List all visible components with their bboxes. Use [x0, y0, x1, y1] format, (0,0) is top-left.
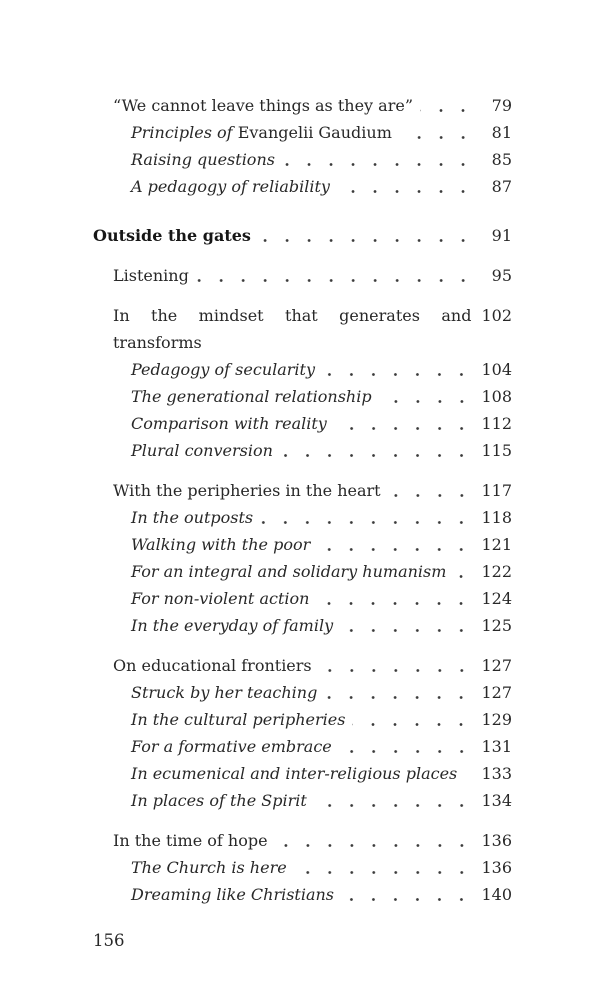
toc-entry-page: 136 [481, 858, 512, 877]
toc-entry [93, 410, 512, 437]
toc-entry-page: 81 [491, 123, 512, 142]
toc-entry-page: 79 [491, 96, 512, 115]
dot-leader [334, 410, 473, 437]
title-run-italic: The Church is here [131, 858, 287, 877]
toc-entry [93, 222, 512, 249]
toc-entry-title [113, 302, 471, 356]
toc-entry-page: 108 [481, 387, 512, 406]
toc-entry-title [131, 173, 330, 200]
dot-leader [275, 827, 473, 854]
toc-entry-title [131, 881, 334, 908]
toc-entry-page: 104 [481, 360, 512, 379]
toc-entry-title [131, 679, 317, 706]
toc-entry [93, 356, 512, 383]
toc-entry-title [131, 437, 273, 464]
dot-leader [317, 531, 472, 558]
title-run-italic: In the cultural peripheries [131, 710, 346, 729]
toc-entry-title [113, 262, 189, 289]
dot-leader [464, 760, 472, 787]
toc-entry-title [113, 652, 312, 679]
toc-entry-title [131, 585, 309, 612]
dot-leader [388, 477, 473, 504]
title-run-italic: Pedagogy of secularity [131, 360, 316, 379]
title-run-italic: For non-violent action [131, 589, 310, 608]
dot-leader [294, 854, 473, 881]
toc-entry-title [131, 787, 307, 814]
title-run-italic: Comparison with reality [131, 414, 327, 433]
toc-entry [93, 760, 512, 787]
toc-entry-page: 134 [481, 791, 512, 810]
toc-entry [93, 92, 512, 119]
title-run-roman: On educational frontiers [113, 656, 312, 675]
toc-entry [93, 173, 512, 200]
toc-entry-page: 91 [491, 226, 512, 245]
toc-entry-title [113, 477, 381, 504]
dot-leader [258, 222, 474, 249]
toc-entry-page: 87 [491, 177, 512, 196]
dot-leader [280, 437, 473, 464]
title-run-italic: For a formative embrace [131, 737, 332, 756]
toc-entry-page: 124 [481, 589, 512, 608]
toc-entry [93, 504, 512, 531]
dot-leader [260, 504, 472, 531]
toc-entry-title [93, 222, 251, 249]
toc-entry-page: 95 [491, 266, 512, 285]
dot-leader [341, 881, 472, 908]
toc-entry-title [131, 383, 372, 410]
toc-entry [93, 119, 512, 146]
title-run-roman: Outside the gates [93, 226, 251, 245]
toc-entry-page: 140 [481, 885, 512, 904]
title-run-italic: In places of the Spirit [131, 791, 307, 810]
title-run-italic: In the everyday of family [131, 616, 334, 635]
dot-leader [337, 173, 474, 200]
toc-entry [93, 477, 512, 504]
dot-leader [340, 612, 472, 639]
toc-entry-title [113, 827, 268, 854]
title-run-italic: The generational relationship [131, 387, 372, 406]
toc-entry [93, 679, 512, 706]
dot-leader [420, 92, 474, 119]
dot-leader [316, 585, 472, 612]
title-run-italic: Principles of [131, 123, 238, 142]
title-run-italic: In the outposts [131, 508, 254, 527]
toc-entry-title [131, 119, 392, 146]
toc-entry-title [131, 410, 327, 437]
toc-entry-page: 136 [481, 831, 512, 850]
toc-entry [93, 558, 512, 585]
title-run-italic: Plural conversion [131, 441, 273, 460]
dot-leader [324, 679, 472, 706]
title-run-italic: Dreaming like Christians [131, 885, 335, 904]
toc-entry [93, 302, 512, 356]
toc-entry-page: 133 [481, 764, 512, 783]
toc-entry [93, 787, 512, 814]
toc-entry-page: 131 [481, 737, 512, 756]
toc-entry-list [93, 92, 512, 908]
toc-entry-page: 115 [481, 441, 512, 460]
toc-entry-page: 102 [481, 306, 512, 325]
toc-entry-page: 127 [481, 683, 512, 702]
toc-entry-title [131, 733, 332, 760]
toc-entry [93, 706, 512, 733]
title-run-italic: Raising questions [131, 150, 275, 169]
dot-leader [282, 146, 474, 173]
title-run-italic: A pedagogy of reliability [131, 177, 330, 196]
title-run-italic: In ecumenical and inter-religious places [131, 764, 458, 783]
dot-leader [352, 706, 472, 733]
toc-entry [93, 585, 512, 612]
toc-entry-page: 118 [481, 508, 512, 527]
dot-leader [379, 383, 473, 410]
dot-leader [453, 558, 472, 585]
toc-entry [93, 437, 512, 464]
title-run-italic: Walking with the poor [131, 535, 311, 554]
toc-entry [93, 146, 512, 173]
toc-entry-title [131, 706, 345, 733]
toc-entry-page: 125 [481, 616, 512, 635]
toc-entry-page: 127 [481, 656, 512, 675]
toc-entry-title [131, 760, 457, 787]
toc-entry-title [131, 854, 287, 881]
toc-entry-title [131, 531, 310, 558]
title-run-roman: With the peripheries in the heart [113, 481, 381, 500]
dot-leader [314, 787, 473, 814]
toc-entry [93, 612, 512, 639]
dot-leader [196, 262, 474, 289]
toc-entry [93, 383, 512, 410]
title-run-italic: For an integral and solidary humanism [131, 562, 447, 581]
toc-entry [93, 733, 512, 760]
table-of-contents [93, 92, 512, 950]
toc-entry [93, 262, 512, 289]
title-run-roman: In the mindset that generates and transforms [113, 306, 472, 352]
toc-entry [93, 652, 512, 679]
title-run-roman: Listening [113, 266, 189, 285]
dot-leader [322, 356, 472, 383]
title-run-roman: “We cannot leave things as they are” [113, 96, 413, 115]
toc-entry-page: 121 [481, 535, 512, 554]
dot-leader [319, 652, 473, 679]
title-run-italic: Struck by her teaching [131, 683, 318, 702]
dot-leader [399, 119, 474, 146]
toc-entry-title [131, 558, 446, 585]
toc-entry-page: 112 [481, 414, 512, 433]
page-number: 156 [93, 931, 125, 950]
toc-entry-page: 129 [481, 710, 512, 729]
toc-entry [93, 854, 512, 881]
toc-entry-page: 85 [491, 150, 512, 169]
toc-entry-page: 117 [481, 481, 512, 500]
dot-leader [339, 733, 473, 760]
toc-entry-title [131, 356, 315, 383]
toc-entry-title [131, 146, 275, 173]
toc-entry-title [113, 92, 413, 119]
toc-entry-title [131, 612, 333, 639]
toc-entry-page: 122 [481, 562, 512, 581]
toc-entry [93, 881, 512, 908]
toc-entry-title [131, 504, 253, 531]
toc-entry [93, 531, 512, 558]
toc-entry [93, 827, 512, 854]
title-run-roman: In the time of hope [113, 831, 268, 850]
title-run-roman: Evangelii Gaudium [237, 123, 392, 142]
